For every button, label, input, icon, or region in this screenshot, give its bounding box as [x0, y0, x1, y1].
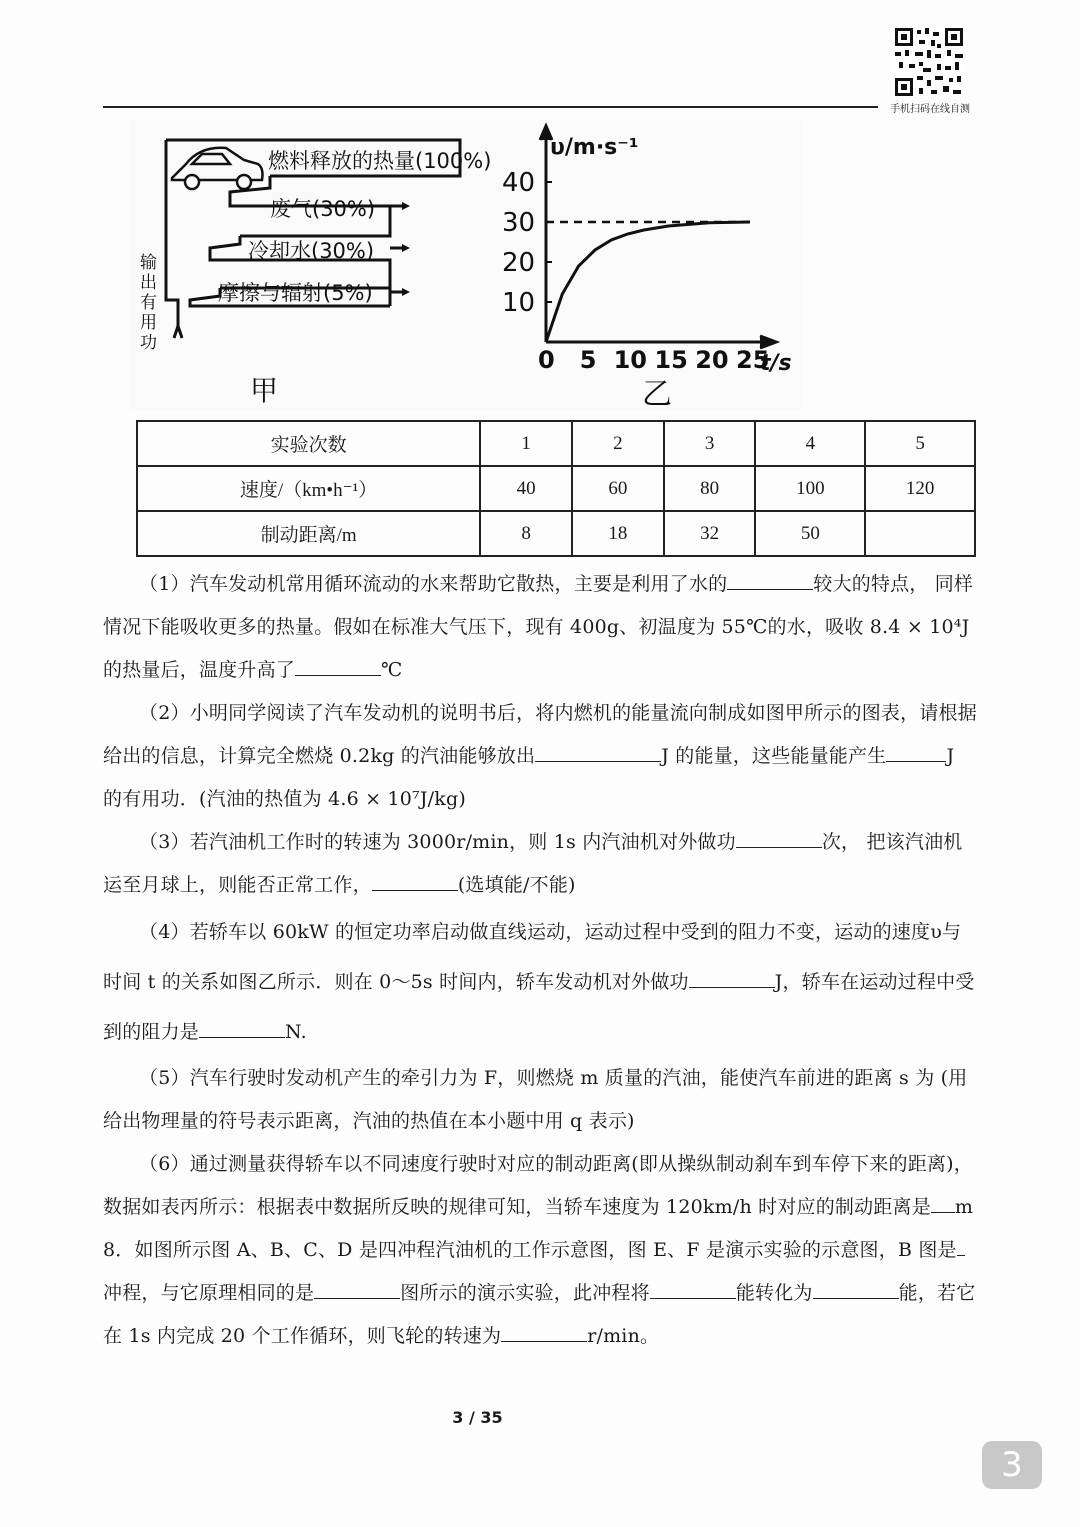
x-tick-label: 20: [695, 346, 729, 374]
y-tick-label: 40: [502, 168, 536, 198]
table-cell: 8: [480, 511, 572, 556]
answer-blank[interactable]: [535, 742, 661, 762]
question-6: （6）通过测量获得轿车以不同速度行驶时对应的制动距离(即从操纵制动刹车到车停下来的距离)，数据如表丙所示：根据表中数据所反映的规律可知，当轿车速度为 120km/h 时对应的制动距离是 m: [103, 1153, 974, 1218]
answer-blank[interactable]: [501, 1322, 587, 1342]
chart-xlabel: t/s: [760, 351, 792, 376]
answer-blank[interactable]: [199, 1018, 285, 1038]
table-cell: 50: [755, 511, 865, 556]
table-cell: 速度/（km•h⁻¹）: [137, 466, 480, 511]
answer-blank[interactable]: [813, 1279, 899, 1299]
table-cell: 5: [865, 421, 975, 466]
braking-table: [136, 420, 976, 557]
x-tick-label: 5: [579, 346, 597, 374]
table-cell: 18: [572, 511, 664, 556]
table-cell: 32: [664, 511, 756, 556]
answer-blank[interactable]: [650, 1279, 736, 1299]
question-8: 8．如图所示图 A、B、C、D 是四冲程汽油机的工作示意图，图 E、F 是演示实验的示意图，B 图是冲程，与它原理相同的是 图所示的演示实验，此冲程将 能转化为 能，若它在 1s 内完成 20 个工作循环，则飞轮的转速为 r/min。: [103, 1229, 978, 1358]
x-tick-label: 15: [654, 346, 688, 374]
qr-code: [893, 26, 965, 98]
table-cell: 40: [480, 466, 572, 511]
answer-blank[interactable]: [372, 871, 458, 891]
table-cell: 1: [480, 421, 572, 466]
svg-text:有: 有: [140, 293, 157, 313]
table-cell: 100: [755, 466, 865, 511]
answer-blank[interactable]: [736, 828, 822, 848]
answer-blank[interactable]: [957, 1236, 965, 1256]
table-cell: [865, 511, 975, 556]
table-row: [137, 511, 975, 556]
table-cell: 60: [572, 466, 664, 511]
y-tick-label: 20: [502, 248, 536, 278]
answer-blank[interactable]: [314, 1279, 400, 1299]
figure-jia-label: 甲: [250, 374, 279, 407]
chart-ylabel: υ/m·s⁻¹: [550, 135, 639, 160]
page-number: 3 / 35: [452, 1408, 503, 1427]
box-label-cooling: 冷却水(30%): [248, 239, 375, 263]
y-tick-label: 30: [502, 208, 536, 238]
x-tick-label: 25: [736, 346, 770, 374]
table-header-row: [137, 421, 975, 466]
question-4: （4）若轿车以 60kW 的恒定功率启动做直线运动，运动过程中受到的阻力不变，运动的速度υ与时间 t 的关系如图乙所示．则在 0～5s 时间内，轿车发动机对外做功 J，轿车在运动过程中受到的阻力是 N.: [103, 921, 975, 1043]
table-cell: 4: [755, 421, 865, 466]
answer-blank[interactable]: [295, 656, 381, 676]
box-label-exhaust: 废气(30%): [270, 197, 376, 221]
svg-text:用: 用: [140, 313, 157, 333]
svg-text:输: 输: [140, 253, 157, 273]
table-cell: 制动距离/m: [137, 511, 480, 556]
table-row: [137, 466, 975, 511]
x-tick-label: 0: [538, 346, 555, 374]
svg-text:出: 出: [140, 273, 157, 293]
table-cell: 3: [664, 421, 756, 466]
table-cell: 80: [664, 466, 756, 511]
question-2: （2）小明同学阅读了汽车发动机的说明书后，将内燃机的能量流向制成如图甲所示的图表，请根据给出的信息，计算完全燃烧 0.2kg 的汽油能够放出 J 的能量，这些能量能产生 J 的有用功．(汽油的热值为 4.6 × 10⁷J/kg): [103, 702, 977, 810]
table-cell: 实验次数: [137, 421, 480, 466]
question-1: （1）汽车发动机常用循环流动的水来帮助它散热，主要是利用了水的 较大的特点， 同样情况下能吸收更多的热量。假如在标准大气压下，现有 400g、初温度为 55℃的水，吸收 8.4 × 10⁴J 的热量后，温度升高了 ℃: [103, 563, 978, 692]
answer-blank[interactable]: [931, 1193, 955, 1213]
figure-yi-label: 乙: [642, 377, 672, 410]
box-label-friction: 摩擦与辐射(5%): [218, 281, 373, 305]
question-3: （3）若汽油机工作时的转速为 3000r/min，则 1s 内汽油机对外做功 次， 把该汽油机运至月球上，则能否正常工作， (选填能/不能): [103, 821, 978, 907]
questions: [103, 563, 978, 1358]
header-rule: [103, 106, 878, 108]
side-label-useful-work: [140, 253, 157, 353]
page-badge[interactable]: 3: [982, 1441, 1042, 1489]
box-label-fuel: 燃料释放的热量(100%): [268, 149, 492, 173]
svg-text:功: 功: [140, 333, 157, 353]
y-tick-label: 10: [502, 288, 536, 318]
x-tick-label: 10: [613, 346, 648, 374]
table-cell: 120: [865, 466, 975, 511]
figures: [130, 120, 802, 410]
answer-blank[interactable]: [689, 968, 775, 988]
answer-blank[interactable]: [727, 570, 813, 590]
qr-caption: 手机扫码在线自测: [890, 104, 970, 115]
answer-blank[interactable]: [886, 742, 946, 762]
table-cell: 2: [572, 421, 664, 466]
question-5: （5）汽车行驶时发动机产生的牵引力为 F，则燃烧 m 质量的汽油，能使汽车前进的距离 s 为 (用给出物理量的符号表示距离，汽油的热值在本小题中用 q 表示): [103, 1067, 968, 1132]
